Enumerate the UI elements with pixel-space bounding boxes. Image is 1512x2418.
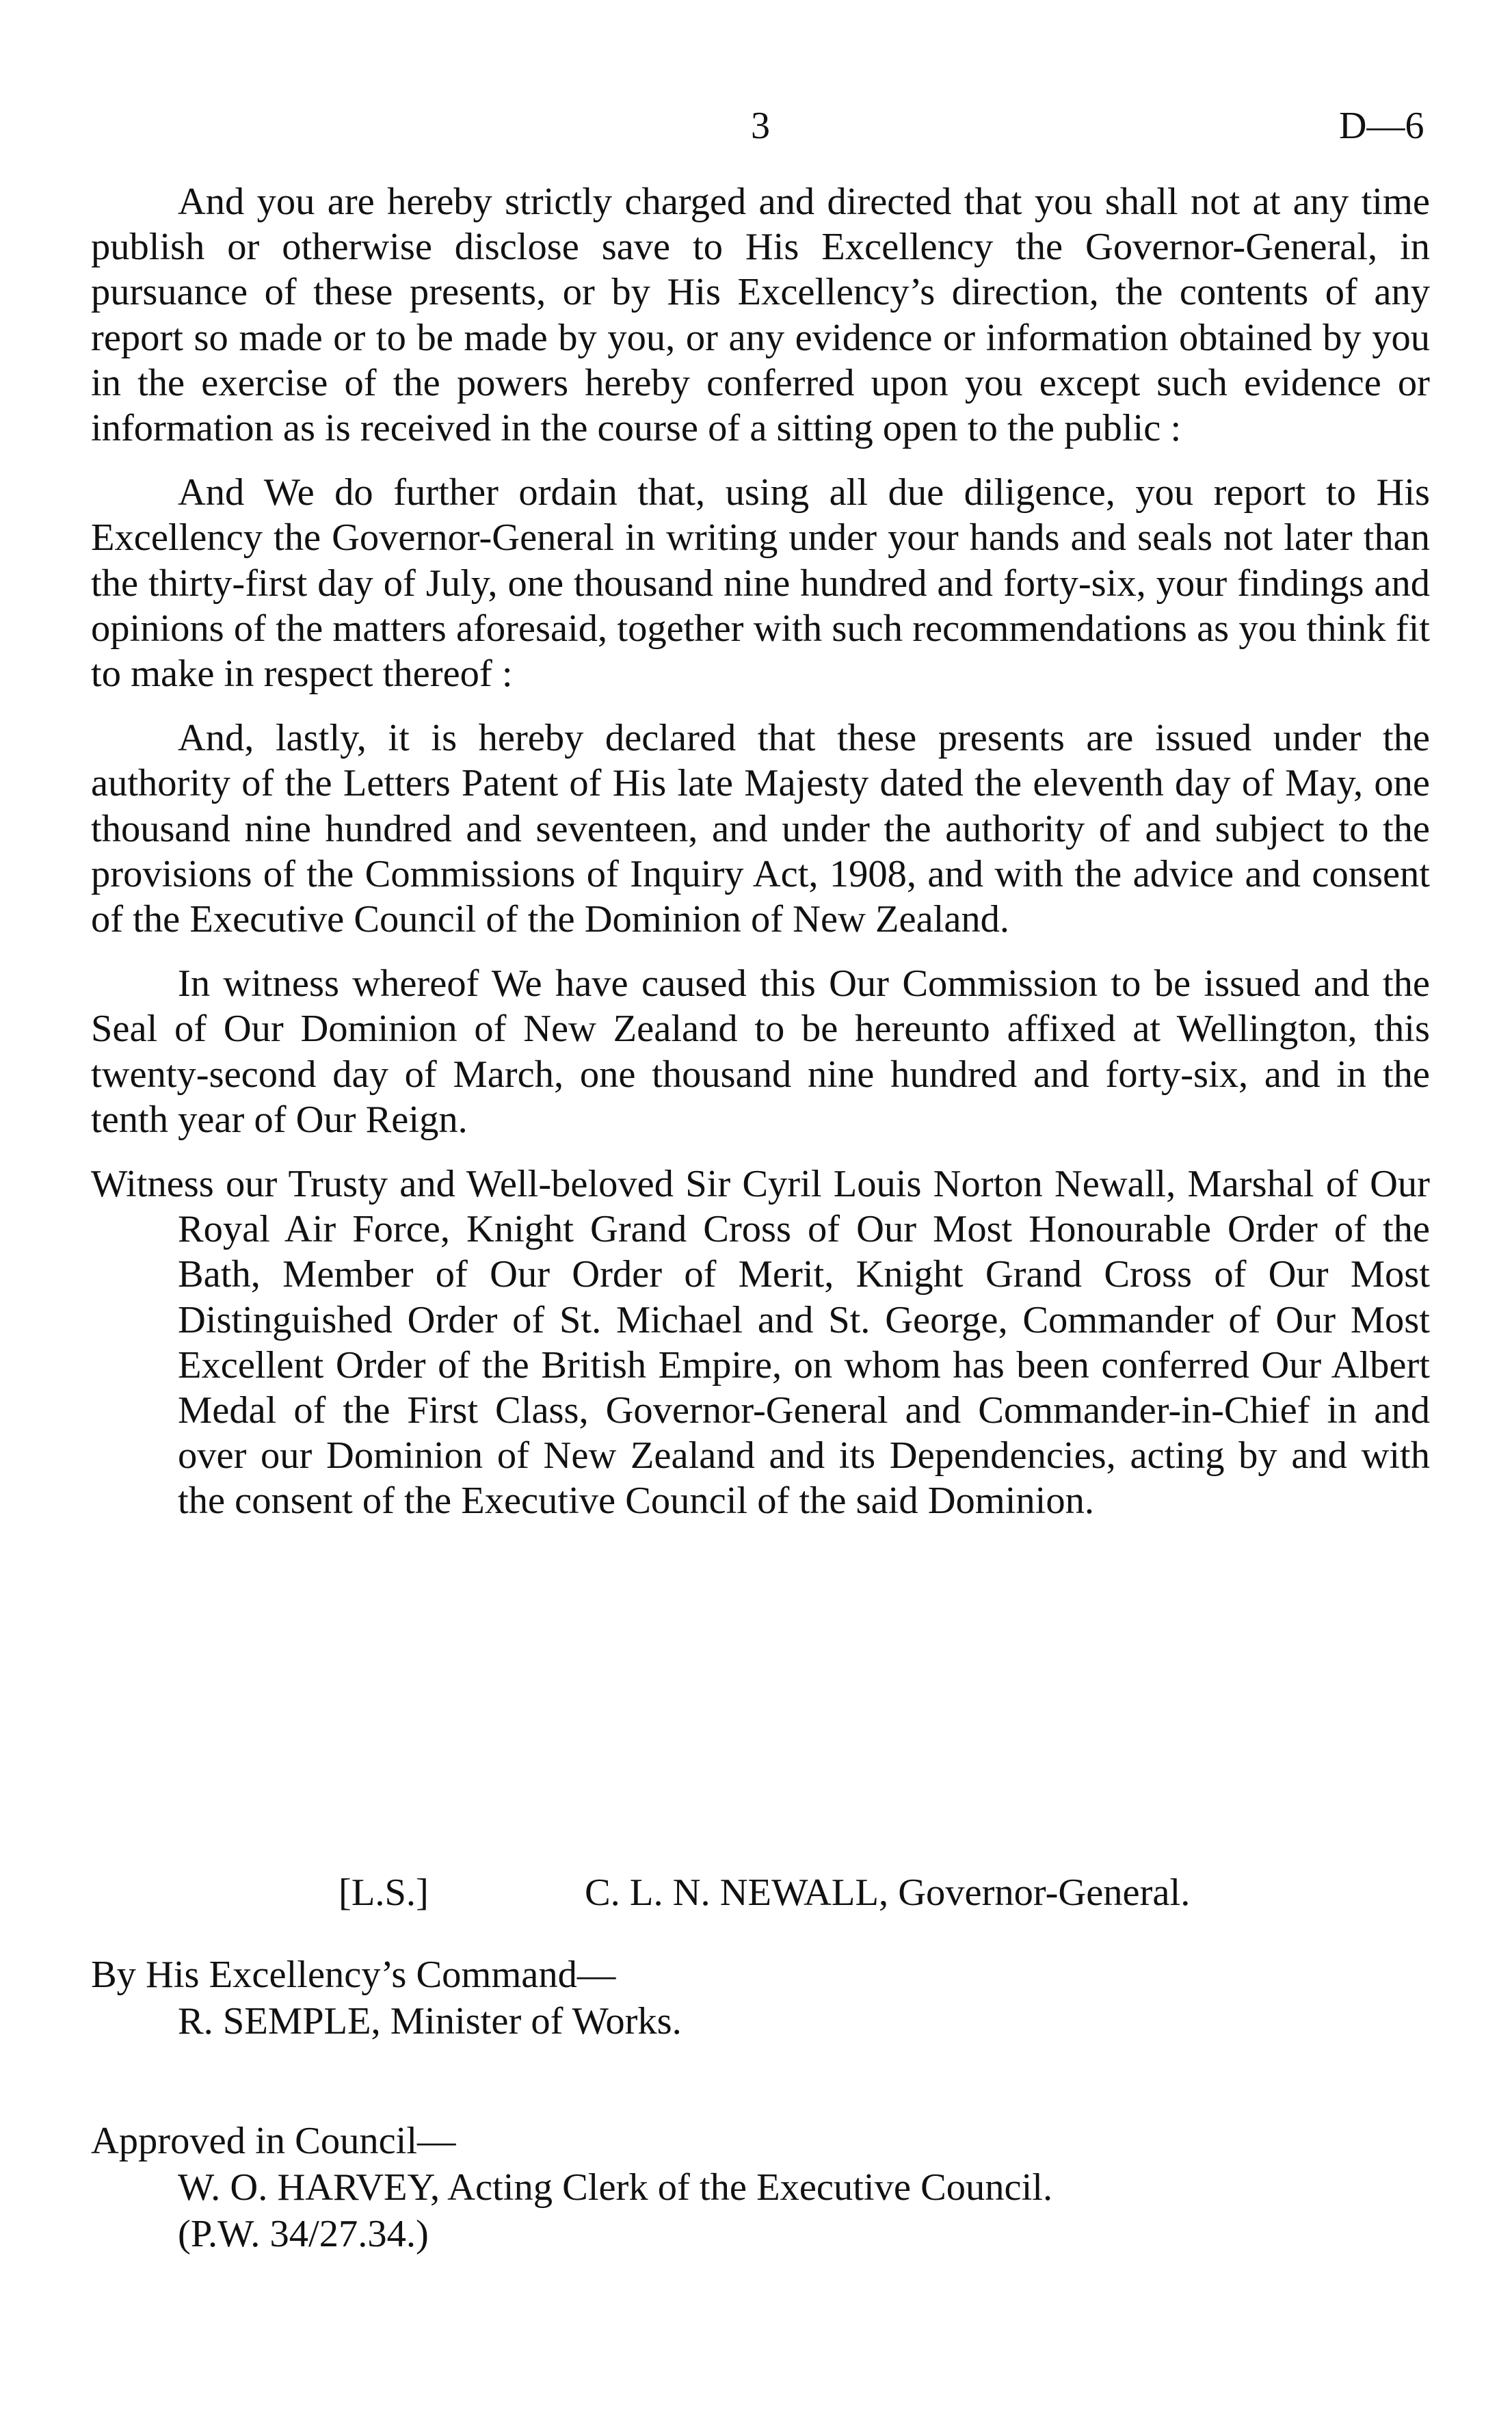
command-block (91, 1952, 682, 2045)
paragraph-in-witness: In witness whereof We have caused this Our Commission to be issued and the Seal of Our Dominion of New Zealand to be hereunto affixed at Wellington, this twenty-second day of March, one thousand nine hundred and forty-six, and in the tenth year of Our Reign. (91, 962, 1430, 1141)
seal-mark: [L.S.] (339, 1871, 429, 1914)
page-header (0, 104, 1512, 152)
approval-block (91, 2118, 1052, 2257)
paragraph-disclosure: And you are hereby strictly charged and directed that you shall not at any time publish or otherwise disclose save to His Excellency the Governor-General, in pursuance of these presents, or by His Excellency’s direction, the contents of any report so made or to be made by you, or any evidence or information obtained by you in the exercise of the powers hereby conferred upon you except such evidence or information as is received in the course of a sitting open to the public : (91, 181, 1430, 450)
document-code: D—6 (1339, 105, 1424, 147)
paragraph-authority: And, lastly, it is hereby declared that these presents are issued under the authority of the Letters Patent of His late Majesty dated the eleventh day of May, one thousand nine hundred and seventeen, and under the authority of and subject to the provisions of the Commissions of Inquiry Act, 1908, and with the advice and consent of the Executive Council of the Dominion of New Zealand. (91, 717, 1430, 941)
approval-signatory: W. O. HARVEY, Acting Clerk of the Executive Council. (178, 2166, 1053, 2209)
governor-general-signature: C. L. N. NEWALL, Governor-General. (585, 1871, 1191, 1914)
witness-clause: Witness our Trusty and Well-beloved Sir Cyril Louis Norton Newall, Marshal of Our Royal Air Force, Knight Grand Cross of Our Most Honourable Order of the Bath, Member of Our Order of Merit, Knight Grand Cross of Our Most Distinguished Order of St. Michael and St. George, Commander of Our Most Excellent Order of the British Empire, on whom has been conferred Our Albert Medal of the First Class, Governor-General and Commander-in-Chief in and over our Dominion of New Zealand and its Dependencies, acting by and with the consent of the Executive Council of the said Dominion. (91, 1163, 1430, 1523)
command-signatory: R. SEMPLE, Minister of Works. (178, 2000, 682, 2042)
paragraph-report-deadline: And We do further ordain that, using all due diligence, you report to His Excellency the Governor-General in writing under your hands and seals not later than the thirty-first day of July, one thousand nine hundred and forty-six, your findings and opinions of the matters aforesaid, together with such recommendations as you think fit to make in respect thereof : (91, 471, 1430, 696)
page-number: 3 (751, 105, 770, 147)
file-reference: (P.W. 34/27.34.) (178, 2213, 429, 2255)
commission-body (91, 179, 1430, 1524)
command-heading: By His Excellency’s Command— (91, 1954, 616, 1996)
approval-heading: Approved in Council— (91, 2120, 456, 2162)
